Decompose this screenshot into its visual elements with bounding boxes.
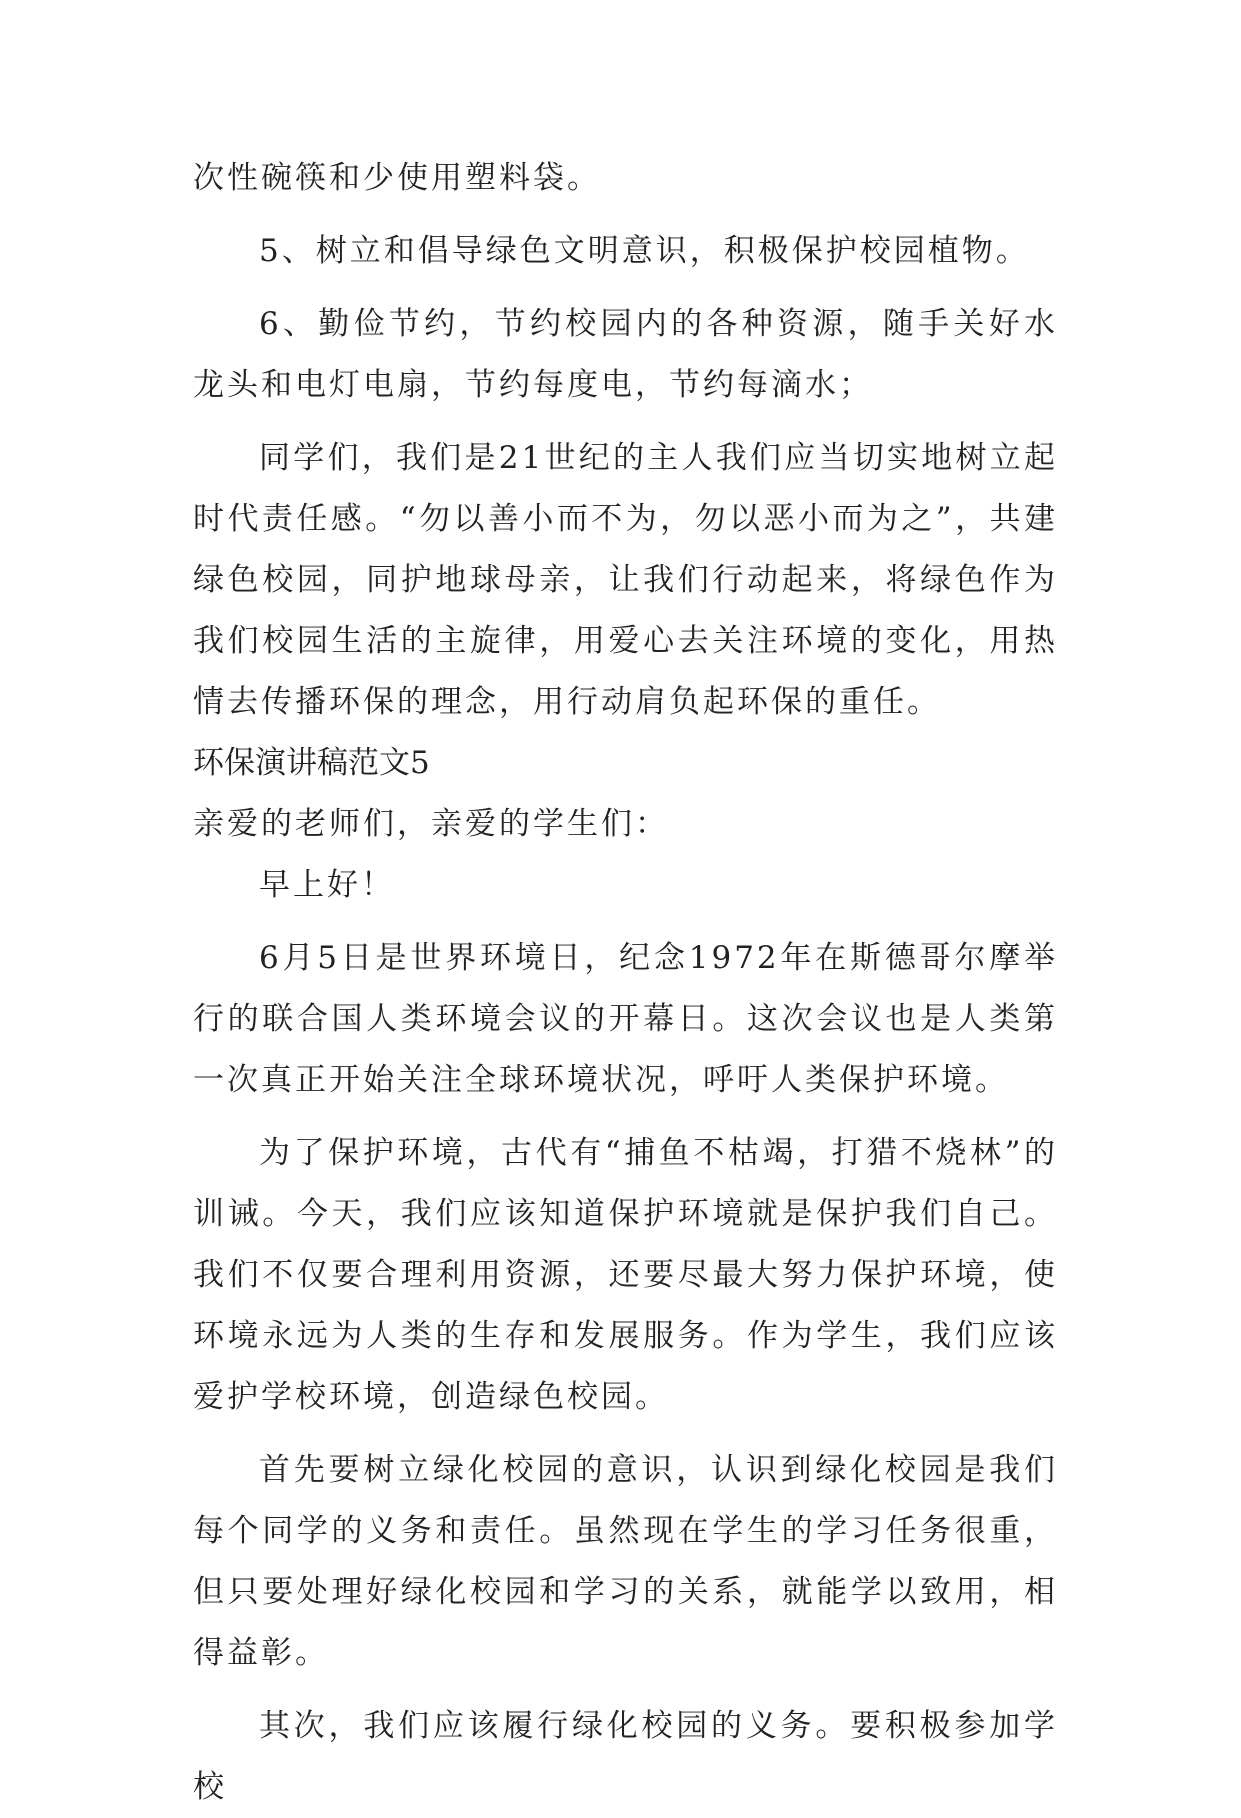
greeting: 早上好！ <box>259 867 395 903</box>
document-page <box>193 148 1058 1818</box>
paragraph-closing: 同学们，我们是21世纪的主人我们应当切实地树立起时代责任感。“勿以善小而不为，勿以恶小而为之”，共建绿色校园，同护地球母亲，让我们行动起来，将绿色作为我们校园生活的主旋律，用爱心去关注环境的变化，用热情去传播环保的理念，用行动肩负起环保的重任。 <box>193 440 1058 720</box>
paragraph-continuation: 次性碗筷和少使用塑料袋。 <box>193 160 601 196</box>
paragraph-awareness: 首先要树立绿化校园的意识，认识到绿化校园是我们每个同学的义务和责任。虽然现在学生的学习任务很重，但只要处理好绿化校园和学习的关系，就能学以致用，相得益彰。 <box>193 1452 1058 1671</box>
paragraph-protect-environment: 为了保护环境，古代有“捕鱼不枯竭，打猎不烧林”的训诫。今天，我们应该知道保护环境就是保护我们自己。我们不仅要合理利用资源，还要尽最大努力保护环境，使环境永远为人类的生存和发展服务。作为学生，我们应该爱护学校环境，创造绿色校园。 <box>193 1135 1058 1415</box>
paragraph-environment-day: 6月5日是世界环境日，纪念1972年在斯德哥尔摩举行的联合国人类环境会议的开幕日。这次会议也是人类第一次真正开始关注全球环境状况，呼吁人类保护环境。 <box>193 940 1058 1098</box>
paragraph-item-5: 5、树立和倡导绿色文明意识，积极保护校园植物。 <box>259 233 1030 269</box>
paragraph-item-6: 6、勤俭节约，节约校园内的各种资源，随手关好水龙头和电灯电扇，节约每度电，节约每滴水； <box>193 306 1058 403</box>
salutation: 亲爱的老师们，亲爱的学生们： <box>193 806 669 842</box>
section-title: 环保演讲稿范文5 <box>193 745 430 781</box>
paragraph-obligation: 其次，我们应该履行绿化校园的义务。要积极参加学校 <box>193 1708 1058 1805</box>
